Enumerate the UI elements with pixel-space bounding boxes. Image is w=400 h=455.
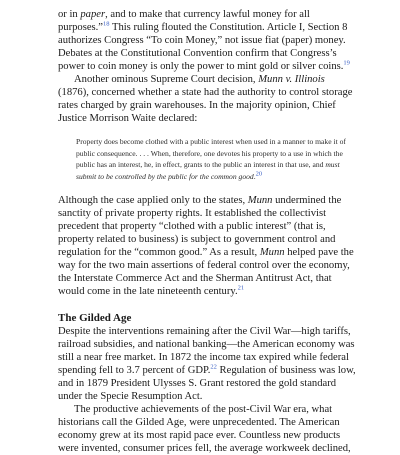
paragraph-munn-intro	[58, 73, 358, 125]
text: This ruling flouted the Constitution. Article I, Section 8 authorizes Congress “To coin Money,” not issue fiat (paper) money. Debates at the Constitutional Convention confirm that Congress’s power to coin money is only the power to mint gold or silver coins.	[58, 22, 348, 72]
case-name: Munn v. Illinois	[258, 74, 325, 85]
emphasis-text: paper	[80, 9, 106, 20]
text: (1876), concerned whether a state had the authority to control storage rates charged by grain warehouses. In the majority opinion, Chief Justice Morrison Waite declared:	[58, 87, 353, 124]
book-page	[58, 8, 358, 455]
text: undermined the sanctity of private property rights. It established the collectivist precedent that property “clothed with a public interest” (that is, property related to business) is subject to government control and regulation for the “common good.” As a result,	[58, 195, 342, 258]
quote-text: .	[253, 171, 256, 181]
footnote-ref[interactable]: 22	[210, 363, 217, 371]
text: helped pave the way for the two main assertions of federal control over the economy, the Interstate Commerce Act and the Sherman Antitrust Act, that would come in the late nineteenth century.	[58, 247, 354, 297]
paragraph-munn-analysis	[58, 194, 358, 298]
case-name: Munn	[259, 247, 285, 258]
paragraph-gilded-age-achievements: The productive achievements of the post-Civil War era, what historians call the Gilded Age, were unprecedented. The American economy grew at its most rapid pace ever. Countless new products were invented, consumer prices fell, the average workweek declined,	[58, 404, 351, 454]
text: Although the case applied only to the states,	[58, 195, 248, 206]
quote-text: Property does become clothed with a public interest when used in a manner to make it of public consequence. . . . When, therefore, one devotes his property to a use in which the public has an interest, he, in effect, grants to the public an interest in that use, and	[76, 137, 346, 169]
paragraph-currency-ruling	[58, 8, 358, 73]
case-name: Munn	[247, 195, 273, 206]
quote-emphasis: must submit to be controlled by the public for the common good	[76, 160, 340, 181]
text: , and to make that currency lawful money for all purposes.”	[58, 9, 310, 33]
footnote-ref[interactable]: 20	[255, 169, 263, 177]
footnote-ref[interactable]: 18	[103, 20, 110, 28]
text: Regulation of business was low, and in 1879 President Ulysses S. Grant restored the gold standard under the Specie Resumption Act.	[58, 365, 356, 402]
block-quote	[76, 136, 350, 182]
text: Another ominous Supreme Court decision,	[74, 74, 259, 85]
text: or in	[58, 9, 81, 20]
text: Despite the interventions remaining after the Civil War—high tariffs, railroad subsidies, and national banking—the American economy was still a near free market. In 1872 the income tax expired while federal spending fell to 3.7 percent of GDP.	[58, 326, 355, 376]
footnote-ref[interactable]: 19	[343, 59, 350, 67]
paragraph-gilded-age-economy	[58, 325, 358, 403]
footnote-ref[interactable]: 21	[237, 284, 245, 292]
section-heading: The Gilded Age	[58, 312, 132, 324]
